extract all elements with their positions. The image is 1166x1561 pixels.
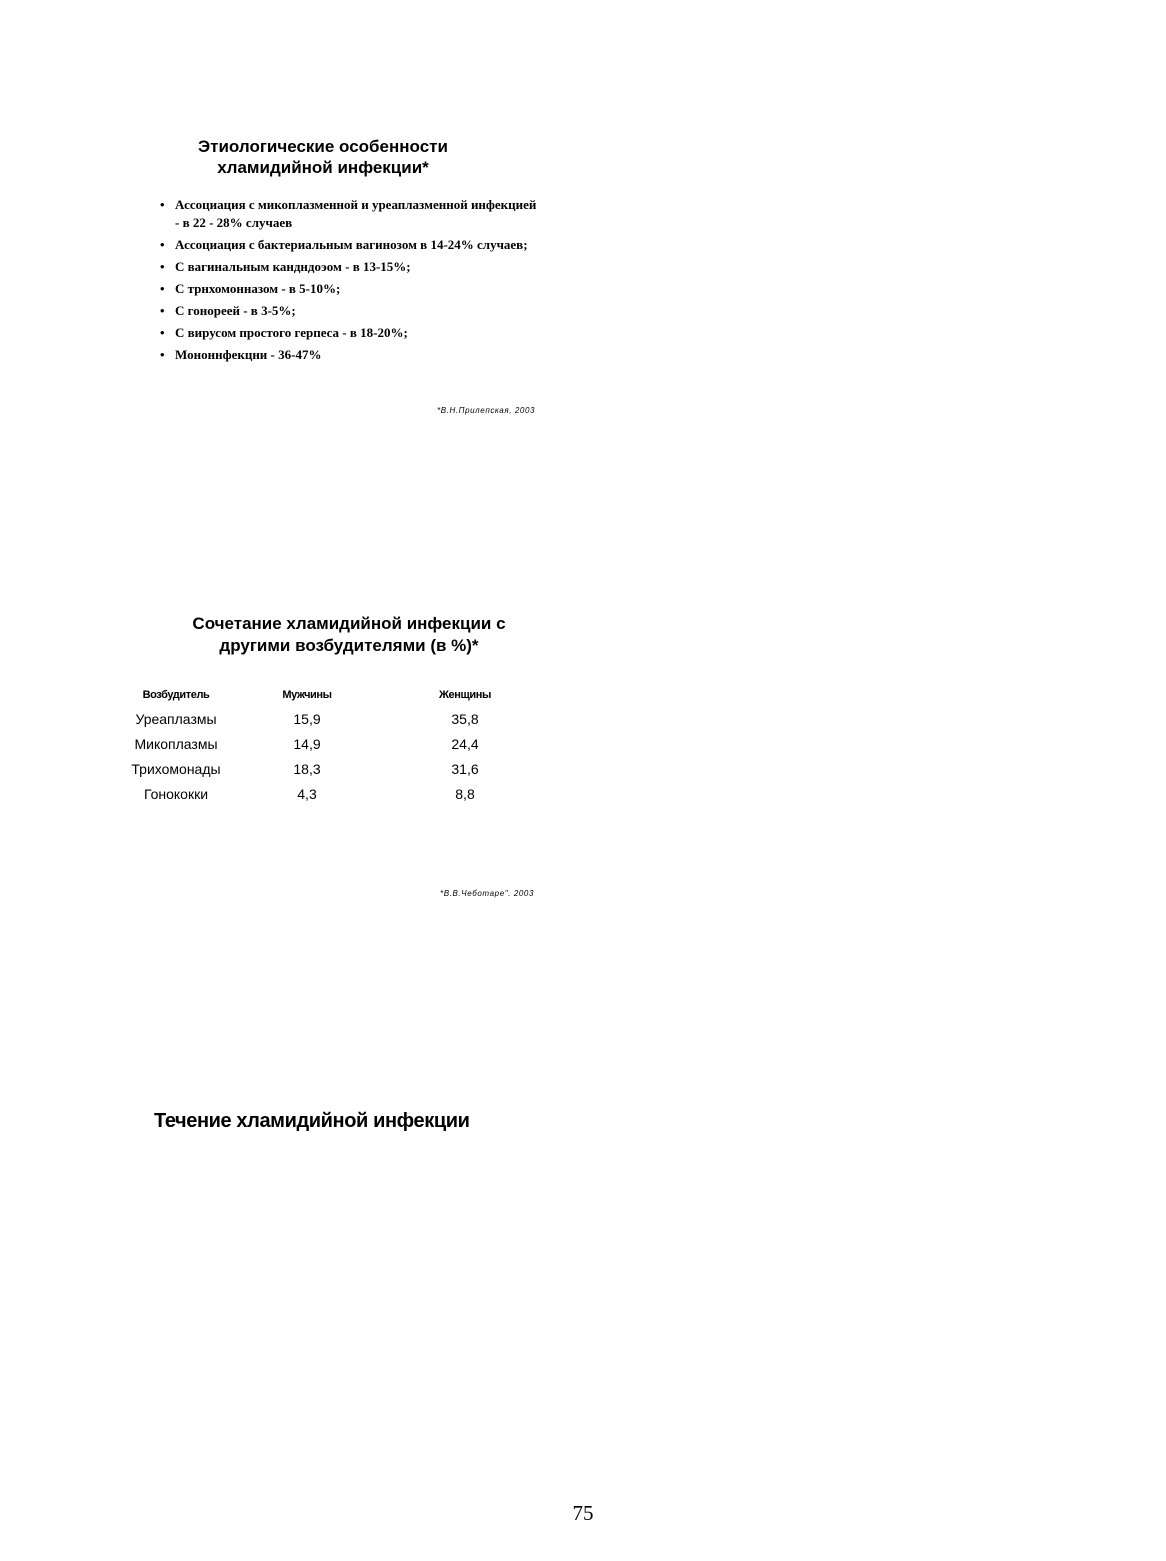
table-row bbox=[120, 706, 548, 731]
cell-men: 14,9 bbox=[293, 735, 321, 752]
bullet-item: • С вирусом простого герпеса - в 18-20%; bbox=[160, 324, 540, 342]
column-header-women: Женщины bbox=[439, 689, 491, 701]
slide1-title-line1: Этиологические особенности bbox=[198, 137, 448, 156]
cell-men: 18,3 bbox=[293, 760, 321, 777]
slide2-title bbox=[150, 613, 548, 657]
table-row bbox=[120, 731, 548, 756]
cell-pathogen: Уреаплазмы bbox=[135, 710, 217, 727]
bullet-item: • С вагинальным кандндоэом - в 13-15%; bbox=[160, 258, 540, 276]
slide1-title-line2: хламидийной инфекции* bbox=[217, 158, 429, 177]
table-row bbox=[120, 781, 548, 806]
bullet-item: • Мононнфекцни - 36-47% bbox=[160, 346, 540, 364]
etiology-bullet-list bbox=[160, 196, 540, 368]
bullet-item: • С гонореей - в 3-5%; bbox=[160, 302, 540, 320]
column-header-pathogen: Возбудитель bbox=[142, 689, 210, 701]
slide2-source-note: *В.В.Чеботаре". 2003 bbox=[440, 889, 535, 898]
cell-men: 15,9 bbox=[293, 710, 321, 727]
bullet-item: • Ассоциация с бактериальным вагинозом в 14-24% случаев; bbox=[160, 236, 540, 254]
slide3-title: Течение хламидийной инфекции bbox=[154, 1110, 470, 1132]
cell-men: 4,3 bbox=[297, 785, 317, 802]
table-header-row bbox=[120, 684, 548, 706]
table-row bbox=[120, 756, 548, 781]
cell-women: 24,4 bbox=[451, 735, 479, 752]
column-header-men: Мужчины bbox=[282, 689, 332, 701]
slide2-title-line1: Сочетание хламидийной инфекции с bbox=[192, 614, 506, 633]
slide1-title bbox=[150, 136, 496, 178]
cell-women: 35,8 bbox=[451, 710, 479, 727]
cell-pathogen: Микоплазмы bbox=[134, 735, 218, 752]
bullet-item: • С трнхомонназом - в 5-10%; bbox=[160, 280, 540, 298]
page-number: 75 bbox=[572, 1501, 594, 1525]
slide2-title-line2: другими возбудителями (в %)* bbox=[219, 636, 479, 655]
slide1-source-note: *В.Н.Прилепская, 2003 bbox=[437, 406, 536, 415]
bullet-item: • Ассоциация с микоплазменной и уреаплазменной инфекцией - в 22 - 28% случаев bbox=[160, 196, 540, 232]
cell-women: 31,6 bbox=[451, 760, 479, 777]
cell-pathogen: Трихомонады bbox=[131, 760, 221, 777]
pathogen-table bbox=[120, 684, 548, 806]
cell-pathogen: Гонококки bbox=[143, 785, 209, 802]
cell-women: 8,8 bbox=[455, 785, 475, 802]
